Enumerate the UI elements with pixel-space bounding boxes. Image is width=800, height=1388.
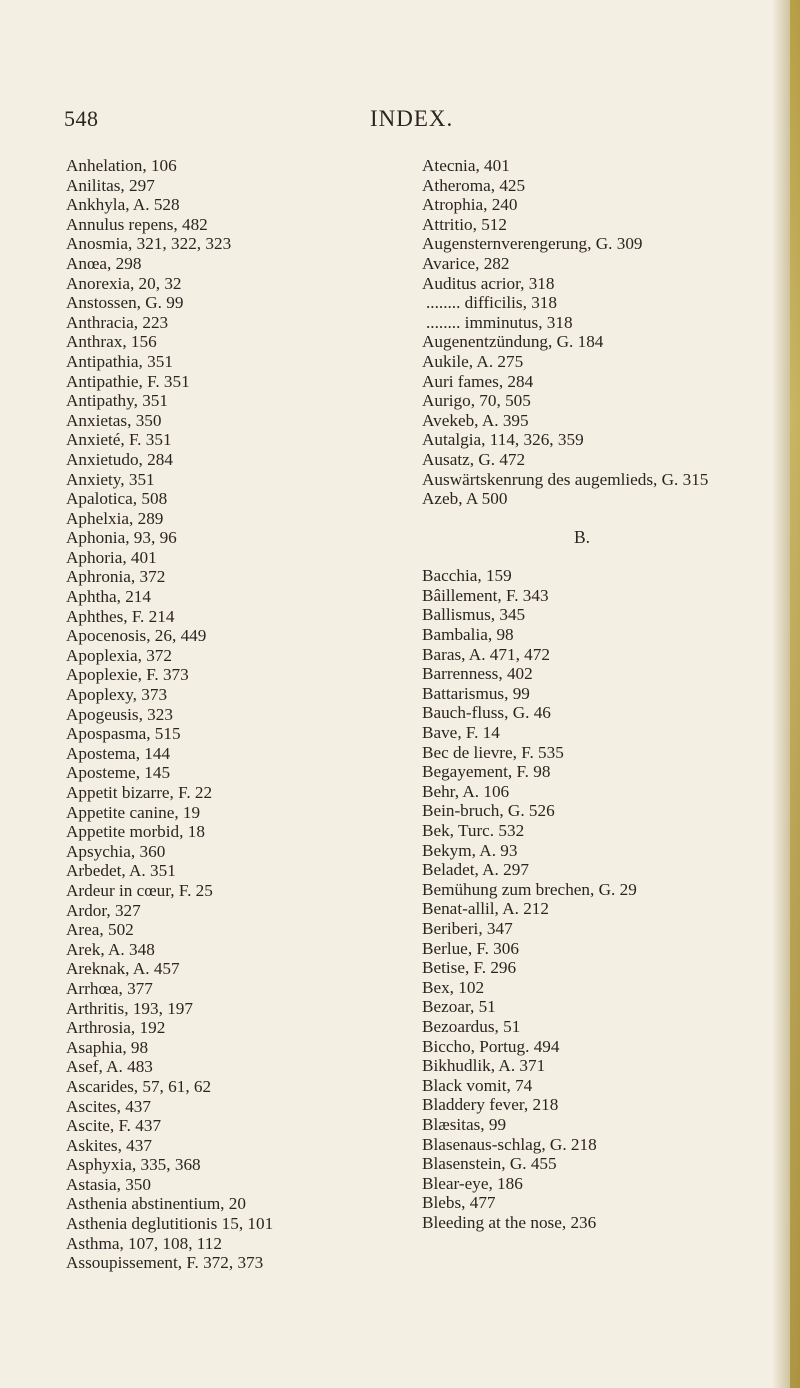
index-entry: Berlue, F. 306 xyxy=(422,938,519,958)
index-entry: Bekym, A. 93 xyxy=(422,840,518,860)
index-entry: Aphoria, 401 xyxy=(66,547,157,567)
index-entry: Baras, A. 471, 472 xyxy=(422,644,550,664)
index-entry: Bemühung zum brechen, G. 29 xyxy=(422,879,637,899)
index-entry: Apostema, 144 xyxy=(66,743,171,763)
index-entry: Ballismus, 345 xyxy=(422,605,526,625)
index-entry: Arbedet, A. 351 xyxy=(66,861,176,881)
index-entry: Bezoar, 51 xyxy=(422,997,496,1017)
index-entry: Asthenia abstinentium, 20 xyxy=(66,1194,246,1214)
index-entry: Areknak, A. 457 xyxy=(66,959,180,979)
index-entry: Bâillement, F. 343 xyxy=(422,585,549,605)
index-entry: Arthrosia, 192 xyxy=(66,1018,166,1038)
index-entry: Blear-eye, 186 xyxy=(422,1173,523,1193)
index-entry: Bladdery fever, 218 xyxy=(422,1095,559,1115)
index-entry: Azeb, A 500 xyxy=(422,489,508,509)
index-entry: Augensternverengerung, G. 309 xyxy=(422,234,643,254)
index-entry: Blasenaus-schlag, G. 218 xyxy=(422,1134,597,1154)
section-heading: B. xyxy=(573,526,591,547)
index-entry: Asthenia deglutitionis 15, 101 xyxy=(66,1214,274,1234)
index-entry: Ascarides, 57, 61, 62 xyxy=(66,1076,212,1096)
index-entry: Bec de lievre, F. 535 xyxy=(422,742,564,762)
page-header xyxy=(0,106,800,136)
index-entry: Apsychia, 360 xyxy=(66,841,166,861)
index-entry: Antipathie, F. 351 xyxy=(66,371,190,391)
index-entry: Apogeusis, 323 xyxy=(66,704,173,724)
index-entry: Ardor, 327 xyxy=(66,900,141,920)
index-entry: Apocenosis, 26, 449 xyxy=(66,626,207,646)
index-entry: Area, 502 xyxy=(66,920,134,940)
index-entry: Behr, A. 106 xyxy=(422,781,510,801)
index-entry: Ascite, F. 437 xyxy=(66,1116,162,1136)
index-entry: Begayement, F. 98 xyxy=(422,762,551,782)
index-column-left xyxy=(66,156,366,1273)
index-entry: Anorexia, 20, 32 xyxy=(66,273,182,293)
index-entry: Betise, F. 296 xyxy=(422,958,517,978)
index-entry: Battarismus, 99 xyxy=(422,683,530,703)
running-title: INDEX. xyxy=(370,106,454,131)
index-entry: Atheroma, 425 xyxy=(422,175,526,195)
index-entry: Anxieté, F. 351 xyxy=(66,430,172,450)
index-entry: Augenentzündung, G. 184 xyxy=(422,332,604,352)
index-entry: Beladet, A. 297 xyxy=(422,860,529,880)
index-entry: Anthracia, 223 xyxy=(66,312,169,332)
index-entry: Bambalia, 98 xyxy=(422,625,514,645)
index-entry: Assoupissement, F. 372, 373 xyxy=(66,1253,264,1273)
index-entry: Arrhœa, 377 xyxy=(66,978,153,998)
index-entry: Autalgia, 114, 326, 359 xyxy=(422,430,584,450)
index-entry: Apospasma, 515 xyxy=(66,724,181,744)
index-entry: Black vomit, 74 xyxy=(422,1075,533,1095)
index-entry: Biccho, Portug. 494 xyxy=(422,1036,560,1056)
index-entry: Bleeding at the nose, 236 xyxy=(422,1212,597,1232)
index-column-right xyxy=(422,156,792,1232)
index-entry: Auswärtskenrung des augemlieds, G. 315 xyxy=(422,469,709,489)
index-entry: Ardeur in cœur, F. 25 xyxy=(66,880,213,900)
index-entry: Apoplexy, 373 xyxy=(66,685,168,705)
index-entry: Beriberi, 347 xyxy=(422,918,513,938)
index-entry: Arthritis, 193, 197 xyxy=(66,998,193,1018)
index-entry: Bek, Turc. 532 xyxy=(422,821,525,840)
index-entry: ........ imminutus, 318 xyxy=(426,312,573,332)
index-entry: Asef, A. 483 xyxy=(66,1057,153,1077)
index-entry: Annulus repens, 482 xyxy=(66,214,208,234)
index-entry: Apoplexia, 372 xyxy=(66,645,172,665)
index-entry: Avekeb, A. 395 xyxy=(422,410,529,430)
index-entry: Ausatz, G. 472 xyxy=(422,449,526,469)
index-entry: Benat-allil, A. 212 xyxy=(422,899,549,919)
index-entry: Ankhyla, A. 528 xyxy=(66,195,180,215)
index-entry: Aphthes, F. 214 xyxy=(66,606,175,626)
index-entry: Bex, 102 xyxy=(422,977,485,997)
index-entry: Aphtha, 214 xyxy=(66,587,151,607)
index-entry: ........ difficilis, 318 xyxy=(426,293,557,313)
index-entry: Blasenstein, G. 455 xyxy=(422,1154,557,1174)
index-entry: Attritio, 512 xyxy=(422,214,507,234)
index-entry: Anxietas, 350 xyxy=(66,410,162,430)
index-entry: Avarice, 282 xyxy=(422,253,510,273)
index-entry: Anhelation, 106 xyxy=(66,156,177,175)
page-number: 548 xyxy=(64,106,99,131)
index-entry: Anxietudo, 284 xyxy=(66,449,173,469)
index-entry: Asaphia, 98 xyxy=(66,1037,149,1057)
index-entry: Anosmia, 321, 322, 323 xyxy=(66,234,232,254)
index-entry: Appetite morbid, 18 xyxy=(66,822,205,842)
index-entry: Appetit bizarre, F. 22 xyxy=(66,783,213,802)
index-entry: Bave, F. 14 xyxy=(422,723,500,743)
index-entry: Asthma, 107, 108, 112 xyxy=(66,1233,222,1253)
index-entry: Aukile, A. 275 xyxy=(422,351,524,371)
index-entry: Appetite canine, 19 xyxy=(66,802,201,822)
index-entry: Asphyxia, 335, 368 xyxy=(66,1155,201,1175)
index-entry: Anilitas, 297 xyxy=(66,175,155,195)
index-entry: Antipathy, 351 xyxy=(66,391,168,411)
index-entry: Ascites, 437 xyxy=(66,1096,151,1116)
index-entry: Aphonia, 93, 96 xyxy=(66,528,177,548)
index-entry: Aurigo, 70, 505 xyxy=(422,391,531,411)
index-entry: Apalotica, 508 xyxy=(66,489,168,509)
index-entry: Antipathia, 351 xyxy=(66,351,173,371)
index-entry: Auri fames, 284 xyxy=(422,371,534,391)
index-entry: Askites, 437 xyxy=(66,1135,152,1155)
index-entry: Bacchia, 159 xyxy=(422,566,512,586)
index-entry: Barrenness, 402 xyxy=(422,664,533,684)
index-entry: Anstossen, G. 99 xyxy=(66,293,184,313)
index-entry: Anthrax, 156 xyxy=(66,332,157,352)
index-entry: Aposteme, 145 xyxy=(66,763,171,783)
index-entry: Bikhudlik, A. 371 xyxy=(422,1056,546,1076)
index-entry: Astasia, 350 xyxy=(66,1174,151,1194)
index-entry: Bauch-fluss, G. 46 xyxy=(422,703,551,723)
index-entry: Blebs, 477 xyxy=(422,1193,496,1213)
index-entry: Aphronia, 372 xyxy=(66,567,166,587)
index-entry: Anœa, 298 xyxy=(66,253,142,273)
index-entry: Auditus acrior, 318 xyxy=(422,273,555,293)
index-entry: Atecnia, 401 xyxy=(422,156,510,175)
index-entry: Atrophia, 240 xyxy=(422,195,518,215)
index-entry: Apoplexie, F. 373 xyxy=(66,665,189,685)
index-entry: Aphelxia, 289 xyxy=(66,508,164,528)
index-entry: Arek, A. 348 xyxy=(66,939,155,959)
index-entry: Bezoardus, 51 xyxy=(422,1016,521,1036)
index-entry: Anxiety, 351 xyxy=(66,469,155,489)
index-entry: Blæsitas, 99 xyxy=(422,1114,507,1134)
index-entry: Bein-bruch, G. 526 xyxy=(422,801,555,821)
